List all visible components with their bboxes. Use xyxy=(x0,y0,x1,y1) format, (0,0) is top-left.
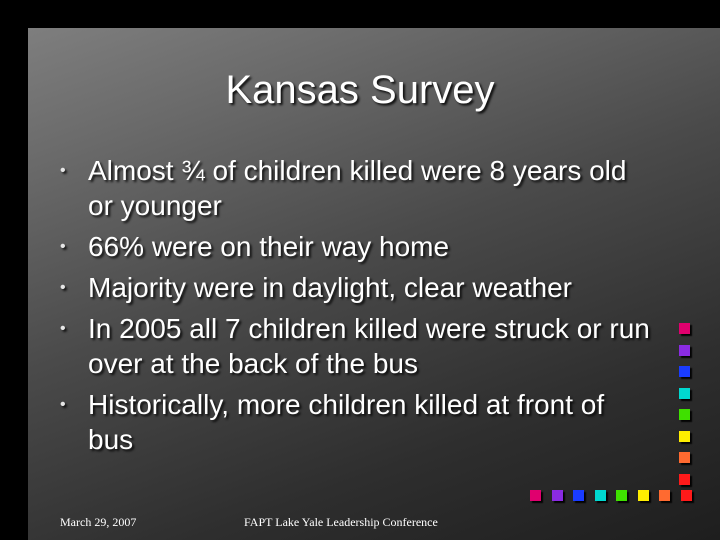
bullet-dot-icon: • xyxy=(60,396,66,413)
bullet-item xyxy=(56,153,656,223)
bullet-dot-icon: • xyxy=(60,320,66,337)
bullet-dot-icon: • xyxy=(60,279,66,296)
decorative-square-icon xyxy=(679,323,690,334)
bullet-list xyxy=(56,153,656,463)
bullet-text: In 2005 all 7 children killed were struck or run over at the back of the bus xyxy=(88,313,650,379)
decorative-square-icon xyxy=(552,490,563,501)
decorative-square-icon xyxy=(638,490,649,501)
bullet-item xyxy=(56,270,656,305)
bullet-dot-icon: • xyxy=(60,162,66,179)
bullet-item xyxy=(56,311,656,381)
decorative-square-icon xyxy=(681,490,692,501)
decorative-square-icon xyxy=(679,474,690,485)
decorative-square-icon xyxy=(616,490,627,501)
decorative-square-icon xyxy=(573,490,584,501)
slide-title: Kansas Survey xyxy=(225,68,495,112)
bullet-text: Almost ¾ of children killed were 8 years old or younger xyxy=(88,155,627,221)
decorative-square-icon xyxy=(679,409,690,420)
decorative-square-icon xyxy=(679,345,690,356)
bullet-text: Historically, more children killed at front of bus xyxy=(88,389,605,455)
footer-date: March 29, 2007 xyxy=(60,515,137,529)
bullet-item xyxy=(56,229,656,264)
bullet-item xyxy=(56,387,656,457)
decorative-square-icon xyxy=(679,388,690,399)
bullet-text: 66% were on their way home xyxy=(88,231,450,262)
decorative-square-icon xyxy=(659,490,670,501)
bullet-dot-icon: • xyxy=(60,238,66,255)
bullet-text: Majority were in daylight, clear weather xyxy=(88,272,572,303)
decorative-square-icon xyxy=(679,431,690,442)
footer-conference: FAPT Lake Yale Leadership Conference xyxy=(244,515,438,529)
decorative-square-icon xyxy=(679,366,690,377)
decorative-square-icon xyxy=(595,490,606,501)
decorative-square-icon xyxy=(679,452,690,463)
decorative-square-icon xyxy=(530,490,541,501)
